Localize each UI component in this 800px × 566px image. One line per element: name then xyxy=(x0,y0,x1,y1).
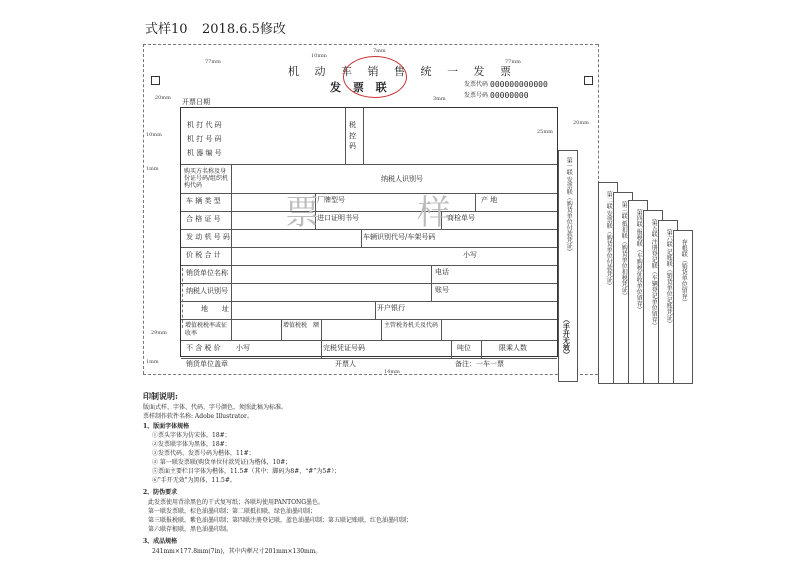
bank-label: 开户银行 xyxy=(377,304,405,312)
dim-10-left: 10mm xyxy=(146,132,162,138)
invoice-number-value: 00000000 xyxy=(490,91,529,100)
phone-label: 电话 xyxy=(435,268,449,276)
notes-line: 票样制作软件名称: Adobe Illustrator。 xyxy=(143,413,253,420)
brand-model-label: 厂牌型号 xyxy=(317,196,345,204)
dim-7: 7mm xyxy=(373,48,386,54)
notes-section: 2、防伪要求 xyxy=(143,489,178,496)
handwritten-void-note: （手开无效） xyxy=(562,316,572,358)
notes-heading: 印制说明: xyxy=(143,391,178,401)
copy-strip-7 xyxy=(673,230,693,384)
revision-date: 2018.6.5修改 xyxy=(202,22,286,37)
dim-77-right: 77mm xyxy=(505,59,521,65)
notes-line: 241mm×177.8mm(7in)，其中内框尺寸201mm×130mm。 xyxy=(152,548,322,555)
invoice-code-value: 000000000000 xyxy=(490,80,548,89)
capacity-label: 限乘人数 xyxy=(499,344,527,352)
dim-25: 25mm xyxy=(537,129,553,135)
issuer-label: 开票人 xyxy=(335,360,356,368)
dim-20-left: 20mm xyxy=(155,95,171,101)
import-certificate-label: 进口证明书号 xyxy=(317,214,359,222)
notes-section: 3、成品规格 xyxy=(143,538,178,545)
machine-id-label: 机 器 编 号 xyxy=(187,149,222,157)
buyer-name-label: 购买方名称及身份证号码/组织机构代码 xyxy=(184,168,229,190)
notes-line: 版面式样、字体、代码、字号颜色，须照此稿为标准。 xyxy=(143,404,288,411)
tax-office-label: 主管税务机关及代码 xyxy=(384,322,439,329)
notes-line: ③发票代码、发票号码为楷体，11#； xyxy=(152,450,255,457)
vat-amount-label: 增值税税 额 xyxy=(283,322,320,329)
copy-2-label: 第二联 发票联（购货单位付款凭证） xyxy=(605,191,613,289)
copy-1-label: 第一联 发票联（购货单位付款凭证） xyxy=(565,157,573,255)
watermark-piao: 票 xyxy=(285,193,319,233)
dim-29: 29mm xyxy=(151,330,167,336)
copy-3-label: 第三联 抵扣联（购货单位扣税凭证） xyxy=(620,201,628,299)
vin-label: 车辆识别代号/车架号码 xyxy=(363,233,436,241)
seller-name-label: 销货单位名称 xyxy=(186,269,228,277)
notes-line: 第六联存根联，黑色油墨印制。 xyxy=(148,526,233,533)
total-tax-label: 价 税 合 计 xyxy=(186,251,221,259)
invoice-copy-title: 发 票 联 xyxy=(330,81,391,94)
right-border xyxy=(598,44,599,194)
left-border xyxy=(143,44,144,374)
dim-77-left: 77mm xyxy=(205,59,221,65)
origin-label: 产 地 xyxy=(481,196,498,204)
top-border xyxy=(143,44,598,45)
notes-line: 此发票使用背涂黑色的干式复写纸；各联均使用PANTONG墨色。 xyxy=(148,499,325,506)
watermark-yang: 样 xyxy=(417,193,451,233)
vat-rate-label: 增值税税率或征收率 xyxy=(185,322,228,337)
notes-line: 第三联报税联，紫色油墨印制；第四联注册登记联，蓝色油墨印制；第五联记账联，红色油墨印制； xyxy=(148,517,413,524)
seller-taxpayer-id-label: 纳税人识别号 xyxy=(186,287,228,295)
invoice-title: 机 动 车 销 售 统 一 发 票 xyxy=(288,65,517,78)
invoice-code-label: 发票代码 xyxy=(464,81,489,88)
form-number: 式样10 xyxy=(145,22,188,37)
notes-line: 第一联发票联，棕色油墨印制；第二联抵扣联，绿色油墨印制； xyxy=(148,508,317,515)
copy-7-label: 存根联（销货单位留存） xyxy=(680,239,688,305)
notes-line: ⑤票面主要栏目字体为楷体，11.5#（其中：脚码为8#，“#”为5#）； xyxy=(152,468,341,475)
tax-free-small-label: 小写 xyxy=(236,344,250,352)
corner-square-left xyxy=(151,76,160,85)
dim-1-bottom: 1mm xyxy=(146,359,159,365)
vehicle-type-label: 车 辆 类 型 xyxy=(186,197,221,205)
copy-6-label: 第六联 记账联（销货单位记账凭证） xyxy=(665,229,673,327)
buyer-taxpayer-id-label: 纳税人识别号 xyxy=(381,175,423,183)
tonnage-label: 吨位 xyxy=(457,344,471,352)
dim-20-right: 20mm xyxy=(573,120,589,126)
duty-certificate-label: 完税凭证号码 xyxy=(323,344,365,352)
notes-line: ⑥"手开无效"为黑体，11.5#。 xyxy=(152,477,236,484)
notes-line: ①票头字体为仿宋体，18#； xyxy=(152,432,231,439)
notes-line: ④ 第一联发票联(购货单位付款凭证)为楷体，10#； xyxy=(152,459,292,466)
notes-section: 1、版面字体规格 xyxy=(143,423,190,430)
dim-14: 14mm xyxy=(384,369,400,375)
invoice-number-label: 发票号码 xyxy=(464,92,489,99)
account-label: 账号 xyxy=(435,286,449,294)
machine-number-label: 机 打 号 码 xyxy=(187,135,222,143)
certificate-number-label: 合 格 证 号 xyxy=(186,215,221,223)
dim-3: 3mm xyxy=(433,96,446,102)
seller-seal-label: 销货单位盖章 xyxy=(186,360,228,368)
copy-5-label: 第五联 注册登记联（车辆登记单位留存） xyxy=(650,219,658,329)
tax-free-price-label: 不 含 税 价 xyxy=(186,344,221,352)
address-label: 地 址 xyxy=(201,305,229,313)
remark-label: 备注：一车一票 xyxy=(455,360,504,368)
issue-date-label: 开票日期 xyxy=(182,98,210,106)
corner-square-right xyxy=(584,76,593,85)
dim-1: 1mm xyxy=(146,166,159,172)
total-small-label: 小写 xyxy=(463,251,477,259)
notes-line: ②发票联字体为黑体，18#； xyxy=(152,441,231,448)
dim-10: 10mm xyxy=(311,53,327,59)
copy-4-label: 第四联 报税联（车购税征收单位留存） xyxy=(635,209,643,313)
inspection-number-label: 商检单号 xyxy=(447,214,475,222)
invoice-form xyxy=(180,107,558,357)
engine-number-label: 发 动 机 号 码 xyxy=(186,233,230,241)
machine-code-label: 机 打 代 码 xyxy=(187,121,222,129)
tax-control-code-label: 税 控 码 xyxy=(349,121,356,150)
bottom-border xyxy=(143,374,598,375)
